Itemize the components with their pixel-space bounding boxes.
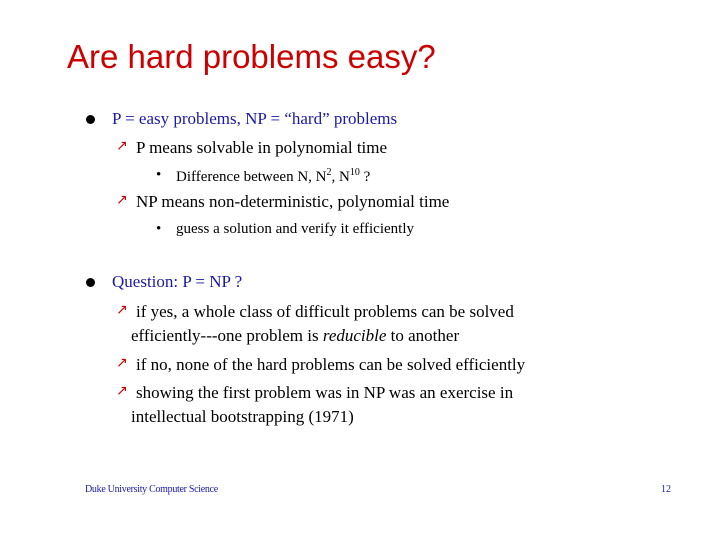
bullet-1 — [112, 109, 397, 129]
sub-bullet-2-3-continuation: intellectual bootstrapping (1971) — [131, 407, 354, 426]
sub-bullet-1-1 — [116, 138, 388, 158]
bullet-2 — [112, 272, 242, 292]
footer-text: Duke University Computer Science — [85, 484, 218, 495]
subsub-mid: , N — [331, 169, 350, 185]
sub-bullet-2-1-line2-prefix: efficiently---one problem is — [131, 326, 323, 345]
filled-circle-icon — [86, 115, 95, 124]
subsub-prefix: Difference between N, N — [176, 169, 327, 185]
sub-bullet-2-2 — [116, 355, 526, 375]
sub-bullet-2-1-line2-suffix: to another — [386, 326, 460, 345]
dot-icon: • — [156, 167, 162, 183]
superscript-2: 2 — [326, 167, 332, 178]
bullet-2-text: Question: P = NP ? — [112, 272, 243, 291]
sub-bullet-2-1 — [116, 302, 514, 322]
bullet-1-text: P = easy problems, NP = “hard” problems — [112, 109, 398, 128]
arrow-icon: ↗ — [116, 355, 128, 371]
sub-bullet-2-3-line1: showing the first problem was in NP was an exercise in — [136, 383, 514, 402]
subsub-suffix: ? — [359, 169, 371, 185]
sub-bullet-2-1-continuation — [131, 326, 459, 346]
subsub-bullet-1-1-1 — [156, 167, 371, 186]
subsub-bullet-1-2-1 — [156, 221, 415, 238]
sub-bullet-2-2-text: if no, none of the hard problems can be solved efficiently — [136, 355, 526, 374]
arrow-icon: ↗ — [116, 383, 128, 399]
arrow-icon: ↗ — [116, 192, 128, 208]
slide-title: Are hard problems easy? — [67, 38, 436, 75]
dot-icon: • — [156, 221, 162, 237]
subsub-bullet-1-2-1-text: guess a solution and verify it efficiently — [176, 221, 415, 237]
sub-bullet-1-2 — [116, 192, 450, 212]
page-number: 12 — [661, 484, 671, 495]
sub-bullet-1-2-text: NP means non-deterministic, polynomial time — [136, 192, 450, 211]
sub-bullet-2-3 — [116, 383, 514, 403]
arrow-icon: ↗ — [116, 138, 128, 154]
sub-bullet-1-1-text: P means solvable in polynomial time — [136, 138, 388, 157]
superscript-10: 10 — [349, 167, 360, 178]
emphasis-reducible: reducible — [322, 326, 387, 345]
sub-bullet-2-1-line1: if yes, a whole class of difficult problems can be solved — [136, 302, 514, 321]
filled-circle-icon — [86, 278, 95, 287]
arrow-icon: ↗ — [116, 302, 128, 318]
